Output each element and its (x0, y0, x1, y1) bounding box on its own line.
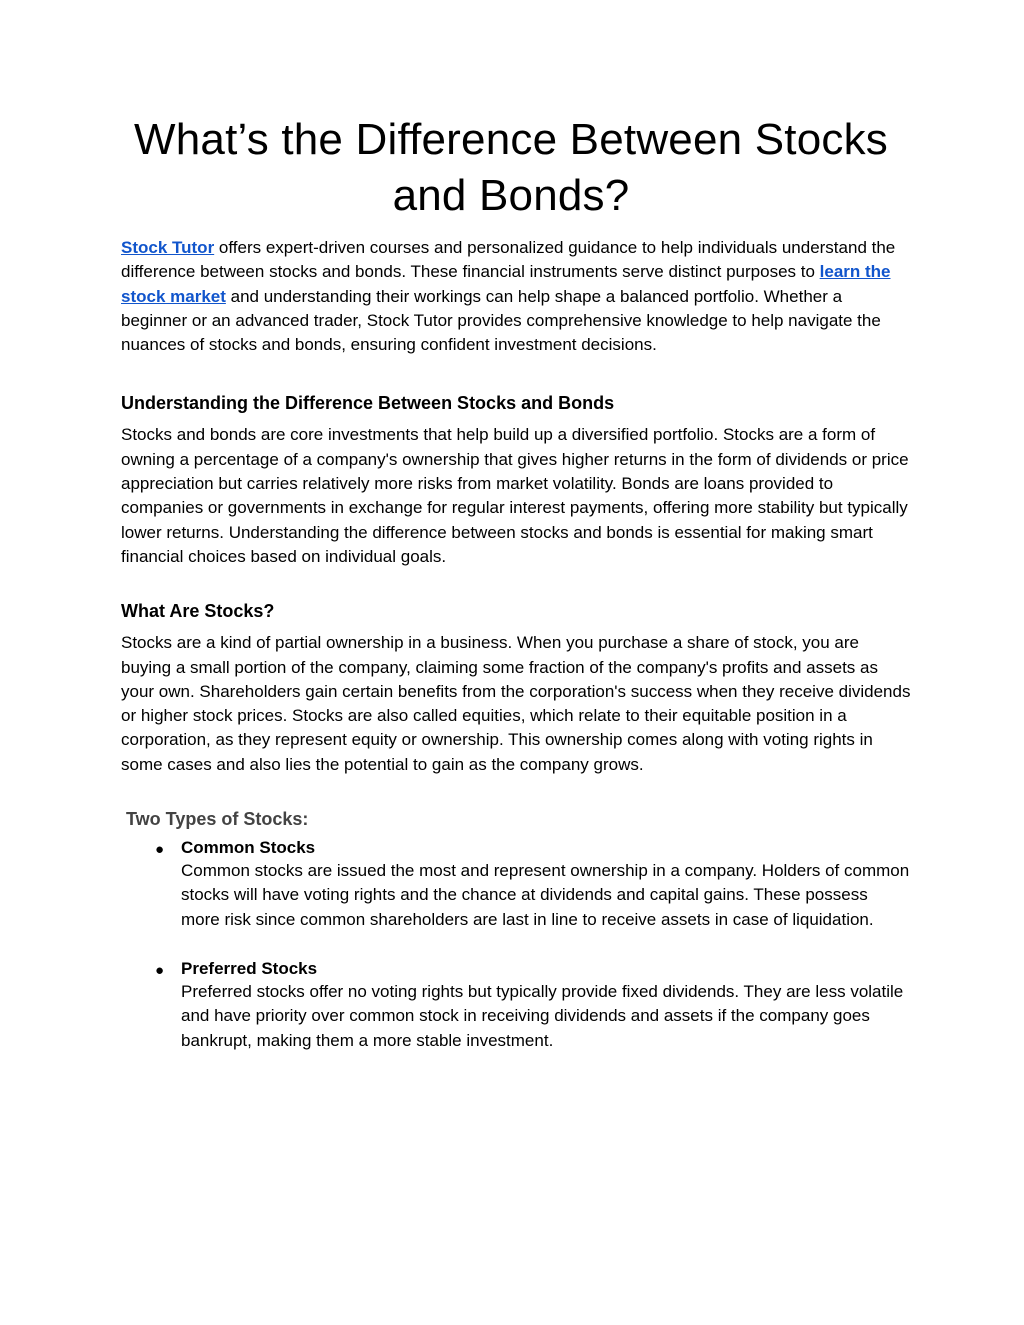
list-item-common-stocks (121, 837, 911, 932)
list-item-body: Preferred stocks offer no voting rights but typically provide fixed dividends. They are less volatile and have priority over common stock in receiving dividends and assets if the company goes bankrupt, making them a more stable investment. (181, 981, 904, 1050)
stock-tutor-link[interactable]: Stock Tutor (121, 238, 215, 257)
intro-paragraph (121, 236, 911, 357)
list-item-body: Common stocks are issued the most and represent ownership in a company. Holders of common stocks will have voting rights and the chance at dividends and capital gains. These possess more risk since common shareholders are last in line to receive assets in case of liquidation. (181, 861, 910, 929)
stock-types-list (121, 837, 911, 1053)
list-item-title: Common Stocks (181, 838, 316, 858)
document-page (121, 112, 911, 1053)
learn-stock-market-link[interactable]: learn the stock market (121, 262, 891, 306)
bullet-icon: ● (155, 961, 165, 979)
intro-text-1: offers expert-driven courses and personalized guidance to help individuals understand the difference between stocks and bonds. These financial instruments serve distinct purposes to (121, 238, 896, 282)
section-body-understanding: Stocks and bonds are core investments that help build up a diversified portfolio. Stocks are a form of owning a percentage of a company's ownership that gives higher returns in the form of dividends or price appreciation but carries relatively more risks from market volatility. Bonds are loans provided to companies or governments in exchange for regular interest payments, offering more stability but typically lower returns. Understanding the difference between stocks and bonds is essential for making smart financial choices based on individual goals. (121, 425, 909, 566)
section-heading-two-types: Two Types of Stocks: (126, 809, 309, 830)
intro-text-2: and understanding their workings can help shape a balanced portfolio. Whether a beginner or an advanced trader, Stock Tutor provides comprehensive knowledge to help navigate the nuances of stocks and bonds, ensuring confident investment decisions. (121, 286, 881, 355)
section-heading-understanding: Understanding the Difference Between Stocks and Bonds (121, 393, 615, 414)
section-body-what-are-stocks: Stocks are a kind of partial ownership in a business. When you purchase a share of stock, you are buying a small portion of the company, claiming some fraction of the company's profits and assets as your own. Shareholders gain certain benefits from the corporation's success when they receive dividends or higher stock prices. Stocks are also called equities, which relate to their equitable position in a corporation, as they represent equity or ownership. This ownership comes along with voting rights in some cases and also lies the potential to gain as the company grows. (121, 633, 911, 774)
list-item-title: Preferred Stocks (181, 958, 318, 978)
bullet-icon: ● (155, 841, 165, 859)
list-item-preferred-stocks (121, 958, 911, 1053)
page-title: What’s the Difference Between Stocks and Bonds? (134, 115, 888, 220)
section-heading-what-are-stocks: What Are Stocks? (121, 601, 275, 622)
